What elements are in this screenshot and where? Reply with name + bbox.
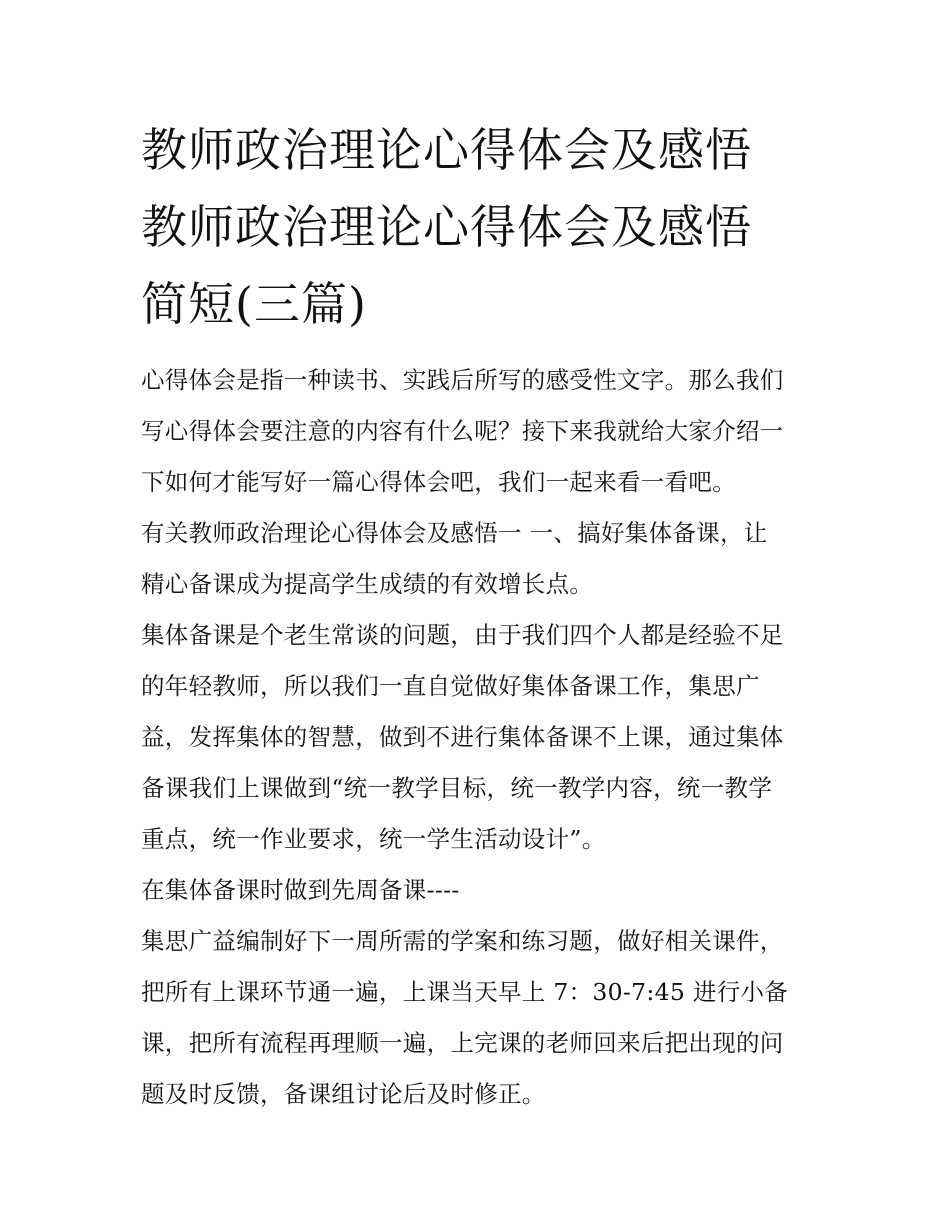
body-line-13: 把所有上课环节通一遍，上课当天早上 7：30-7:45 进行小备 bbox=[141, 978, 789, 1006]
body-line-12: 集思广益编制好下一周所需的学案和练习题，做好相关课件， bbox=[141, 927, 784, 955]
title-line-3: 简短(三篇) bbox=[141, 277, 367, 331]
body-line-9: 备课我们上课做到“统一教学目标，统一教学内容，统一教学 bbox=[141, 774, 773, 802]
body-line-10: 重点，统一作业要求，统一学生活动设计”。 bbox=[141, 825, 606, 853]
body-line-3: 下如何才能写好一篇心得体会吧，我们一起来看一看吧。 bbox=[141, 468, 736, 496]
document-body bbox=[141, 355, 821, 1120]
body-line-7: 的年轻教师，所以我们一直自觉做好集体备课工作，集思广 bbox=[141, 672, 760, 700]
body-line-14: 课，把所有流程再理顺一遍，上完课的老师回来后把出现的问 bbox=[141, 1029, 784, 1057]
body-line-1: 心得体会是指一种读书、实践后所写的感受性文字。那么我们 bbox=[141, 366, 784, 394]
body-line-6: 集体备课是个老生常谈的问题，由于我们四个人都是经验不足 bbox=[141, 621, 784, 649]
body-line-5: 精心备课成为提高学生成绩的有效增长点。 bbox=[141, 570, 594, 598]
title-line-2: 教师政治理论心得体会及感悟 bbox=[141, 200, 752, 254]
body-line-15: 题及时反馈，备课组讨论后及时修正。 bbox=[141, 1080, 546, 1108]
document-content bbox=[141, 112, 821, 1120]
body-line-2: 写心得体会要注意的内容有什么呢？接下来我就给大家介绍一 bbox=[141, 417, 784, 445]
body-line-8: 益，发挥集体的智慧，做到不进行集体备课不上课，通过集体 bbox=[141, 723, 784, 751]
title-line-1: 教师政治理论心得体会及感悟 bbox=[141, 123, 752, 177]
document-title bbox=[141, 112, 821, 343]
body-line-11: 在集体备课时做到先周备课---- bbox=[141, 876, 460, 904]
body-line-4: 有关教师政治理论心得体会及感悟一 一、搞好集体备课，让 bbox=[141, 519, 768, 547]
